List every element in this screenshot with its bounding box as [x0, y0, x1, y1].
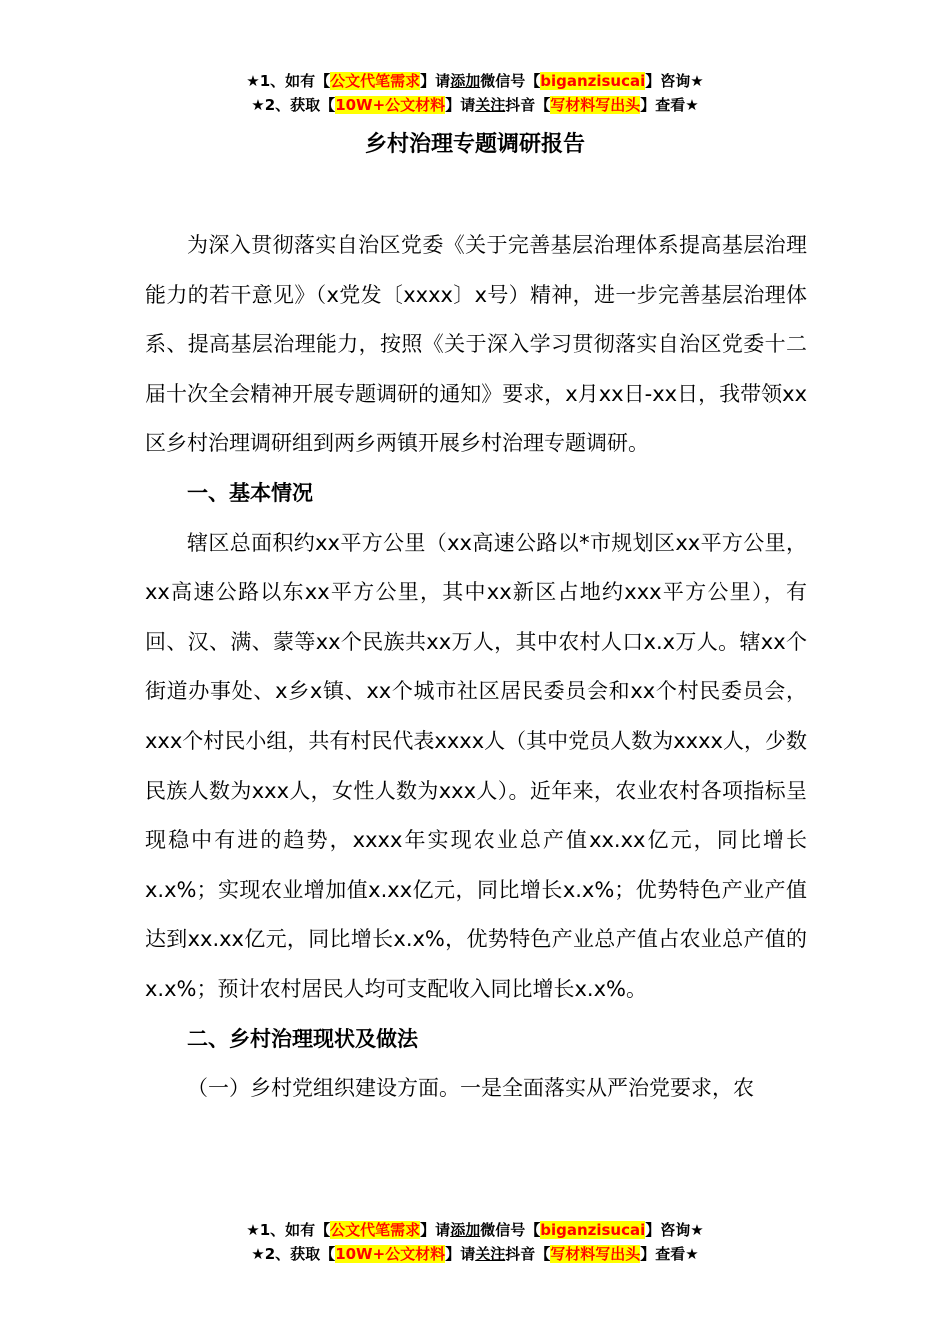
highlight-text: 写材料写出头 — [550, 1245, 641, 1263]
document-body — [145, 221, 807, 1114]
paragraph-party-building: （一）乡村党组织建设方面。一是全面落实从严治党要求，农 — [187, 1076, 754, 1101]
underlined-text: 关注 — [475, 1245, 506, 1263]
banner-text: ★2、获取【 — [251, 96, 336, 114]
highlight-text: biganzisucai — [540, 72, 646, 90]
banner-line-2 — [0, 93, 950, 117]
underlined-text: 添加 — [450, 72, 481, 90]
paragraph-basic-situation: 辖区总面积约xx平方公里（xx高速公路以*市规划区xx平方公里，xx高速公路以东xx平方公里，其中xx新区占地约xxx平方公里），有回、汉、满、蒙等xx个民族共xx万人，其中农村人口x.x万人。辖xx个街道办事处、x乡x镇、xx个城市社区居民委员会和xx个村民委员会，xxx个村民小组，共有村民代表xxxx人（其中党员人数为xxxx人，少数民族人数为xxx人，女性人数为xxx人）。近年来，农业农村各项指标呈现稳中有进的趋势，xxxx年实现农业总产值xx.xx亿元，同比增长x.x%；实现农业增加值x.xx亿元，同比增长x.x%；优势特色产业产值达到xx.xx亿元，同比增长x.x%，优势特色产业总产值占农业总产值的x.x%；预计农村居民人均可支配收入同比增长x.x%。 — [145, 530, 807, 1001]
section-heading-1: 一、基本情况 — [187, 480, 313, 505]
banner-text: 】请 — [445, 1245, 476, 1263]
banner-text: 】咨询★ — [645, 72, 704, 90]
highlight-text: biganzisucai — [540, 1221, 646, 1239]
section-heading-2: 二、乡村治理现状及做法 — [187, 1026, 418, 1051]
banner-text: 抖音【 — [505, 96, 551, 114]
header-banner — [0, 69, 950, 117]
banner-text: ★1、如有【 — [246, 1221, 331, 1239]
banner-text: 】查看★ — [640, 96, 699, 114]
banner-text: ★1、如有【 — [246, 72, 331, 90]
highlight-text: 公文代笔需求 — [330, 1221, 421, 1239]
banner-text: 】请 — [445, 96, 476, 114]
banner-line-1 — [0, 69, 950, 93]
highlight-text: 10W+公文材料 — [335, 96, 446, 114]
banner-text: 抖音【 — [505, 1245, 551, 1263]
banner-text: 】请 — [420, 72, 451, 90]
paragraph-intro: 为深入贯彻落实自治区党委《关于完善基层治理体系提高基层治理能力的若干意见》（x党发〔xxxx〕x号）精神，进一步完善基层治理体系、提高基层治理能力，按照《关于深入学习贯彻落实自治区党委十二届十次全会精神开展专题调研的通知》要求，x月xx日-xx日，我带领xx区乡村治理调研组到两乡两镇开展乡村治理专题调研。 — [145, 233, 807, 456]
banner-text: 】咨询★ — [645, 1221, 704, 1239]
underlined-text: 添加 — [450, 1221, 481, 1239]
banner-text: 微信号【 — [480, 1221, 541, 1239]
banner-text: 】查看★ — [640, 1245, 699, 1263]
banner-line-1 — [0, 1218, 950, 1242]
banner-text: 】请 — [420, 1221, 451, 1239]
banner-line-2 — [0, 1242, 950, 1266]
highlight-text: 写材料写出头 — [550, 96, 641, 114]
document-title: 乡村治理专题调研报告 — [364, 132, 585, 157]
banner-text: ★2、获取【 — [251, 1245, 336, 1263]
highlight-text: 10W+公文材料 — [335, 1245, 446, 1263]
underlined-text: 关注 — [475, 96, 506, 114]
highlight-text: 公文代笔需求 — [330, 72, 421, 90]
banner-text: 微信号【 — [480, 72, 541, 90]
footer-banner — [0, 1218, 950, 1266]
